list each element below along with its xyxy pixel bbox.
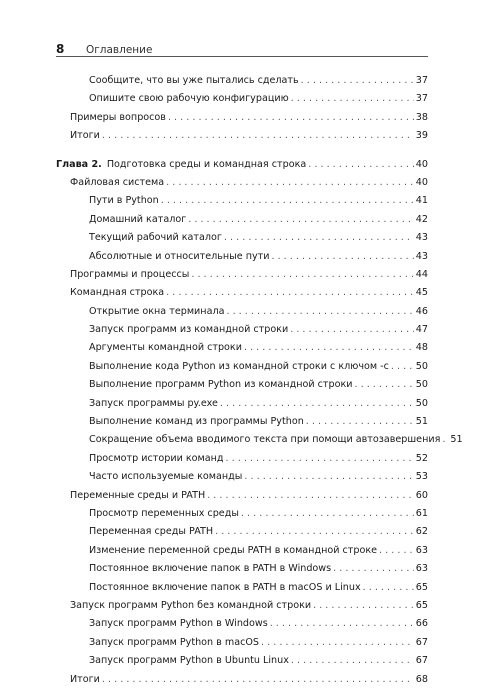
dot-leader bbox=[168, 109, 414, 127]
dot-leader bbox=[442, 431, 448, 449]
toc-section-entry bbox=[56, 487, 428, 505]
toc-subsection-entry bbox=[56, 542, 428, 560]
dot-leader bbox=[188, 211, 414, 229]
toc-page-number: 63 bbox=[415, 544, 428, 556]
toc-subsection-entry bbox=[56, 358, 428, 376]
toc-subsection-entry bbox=[56, 505, 428, 523]
toc-entry-title: Часто используемые команды bbox=[89, 471, 243, 483]
toc-subsection-entry bbox=[56, 579, 428, 597]
toc-page-number: 38 bbox=[415, 111, 428, 123]
toc-page-number: 66 bbox=[415, 618, 428, 630]
toc-entry-title: Запуск программ Python в macOS bbox=[89, 636, 260, 648]
dot-leader bbox=[363, 579, 414, 597]
dot-leader bbox=[379, 542, 414, 560]
toc-chapter-entry bbox=[56, 156, 428, 174]
toc-subsection-entry bbox=[56, 468, 428, 486]
dot-leader bbox=[391, 358, 414, 376]
toc-subsection-entry bbox=[56, 248, 428, 266]
page-header bbox=[56, 38, 428, 56]
toc-entry-title: Запуск программ Python в Windows bbox=[89, 618, 268, 630]
dot-leader bbox=[308, 156, 414, 174]
toc-subsection-entry bbox=[56, 615, 428, 633]
toc-subsection-entry bbox=[56, 523, 428, 541]
toc-entry-title: Опишите свою рабочую конфигурацию bbox=[89, 93, 289, 105]
page-number: 8 bbox=[56, 42, 65, 56]
dot-leader bbox=[355, 376, 414, 394]
toc-subsection-entry bbox=[56, 634, 428, 652]
toc-subsection-entry bbox=[56, 321, 428, 339]
toc-page-number: 50 bbox=[415, 397, 428, 409]
chapter-label: Глава 2. bbox=[56, 158, 102, 170]
toc-entry-title: Запуск программ из командной строки bbox=[89, 324, 289, 336]
toc-page-number: 44 bbox=[415, 268, 428, 280]
toc-subsection-entry bbox=[56, 413, 428, 431]
toc-page-number: 52 bbox=[415, 452, 428, 464]
toc-entry-title: Итоги bbox=[70, 130, 100, 142]
dot-leader bbox=[291, 652, 414, 670]
toc-page-number: 65 bbox=[415, 599, 428, 611]
toc-entry-title: Постоянное включение папок в PATH в Windows bbox=[89, 563, 332, 575]
toc-section-entry bbox=[56, 109, 428, 127]
toc-entry-title: Просмотр истории команд bbox=[89, 452, 224, 464]
dot-leader bbox=[215, 523, 414, 541]
toc-entry-title: Изменение переменной среды PATH в командной строке bbox=[89, 544, 378, 556]
toc-entry-title: Переменные среды и PATH bbox=[70, 489, 206, 501]
dot-leader bbox=[191, 266, 413, 284]
running-title: Оглавление bbox=[86, 44, 153, 56]
toc-page-number: 53 bbox=[415, 471, 428, 483]
toc-entry-title: Сокращение объема вводимого текста при помощи автозавершения bbox=[89, 434, 441, 446]
dot-leader bbox=[333, 560, 414, 578]
toc-entry-title: Просмотр переменных среды bbox=[89, 507, 239, 519]
toc-entry-title: Запуск программ Python в Ubuntu Linux bbox=[89, 655, 289, 667]
toc-page-number: 37 bbox=[415, 75, 428, 86]
toc-page-number: 67 bbox=[415, 636, 428, 648]
toc-entry-title: Подготовка среды и командная строка bbox=[106, 158, 307, 170]
toc-entry-title: Выполнение программ Python из командной строки bbox=[89, 379, 353, 391]
dot-leader bbox=[102, 127, 414, 145]
toc-page-number: 61 bbox=[415, 507, 428, 519]
toc-page-number: 41 bbox=[415, 195, 428, 207]
dot-leader bbox=[244, 339, 414, 357]
toc-page-number: 51 bbox=[415, 416, 428, 428]
dot-leader bbox=[306, 413, 414, 431]
toc-entry-title: Выполнение команд из программы Python bbox=[89, 416, 304, 428]
toc-subsection-entry bbox=[56, 90, 428, 108]
toc-subsection-entry bbox=[56, 229, 428, 247]
table-of-contents bbox=[56, 72, 463, 689]
toc-subsection-entry bbox=[56, 395, 428, 413]
toc-page-number: 65 bbox=[415, 581, 428, 593]
dot-leader bbox=[313, 597, 414, 615]
dot-leader bbox=[290, 321, 414, 339]
toc-subsection-entry bbox=[56, 376, 428, 394]
toc-page-number: 43 bbox=[415, 232, 428, 244]
toc-entry-title: Абсолютные и относительные пути bbox=[89, 250, 270, 262]
toc-page-number: 47 bbox=[415, 324, 428, 336]
toc-entry-title: Командная строка bbox=[70, 287, 165, 299]
dot-leader bbox=[241, 505, 414, 523]
toc-entry-title: Сообщите, что вы уже пытались сделать bbox=[89, 75, 299, 86]
dot-leader bbox=[301, 72, 414, 90]
toc-entry-title: Программы и процессы bbox=[70, 268, 190, 280]
toc-entry-title: Пути в Python bbox=[89, 195, 159, 207]
toc-page-number: 46 bbox=[415, 305, 428, 317]
toc-page-number: 43 bbox=[415, 250, 428, 262]
toc-section-entry bbox=[56, 174, 428, 192]
toc-page-number: 50 bbox=[415, 379, 428, 391]
dot-leader bbox=[161, 192, 414, 210]
toc-section-entry bbox=[56, 671, 428, 689]
dot-leader bbox=[220, 395, 414, 413]
dot-leader bbox=[226, 303, 413, 321]
toc-page-number: 51 bbox=[450, 434, 463, 446]
toc-page-number: 42 bbox=[415, 213, 428, 225]
toc-subsection-entry bbox=[56, 431, 463, 449]
toc-subsection-entry bbox=[56, 560, 428, 578]
toc-subsection-entry bbox=[56, 450, 428, 468]
toc-subsection-entry bbox=[56, 211, 428, 229]
dot-leader bbox=[244, 468, 413, 486]
dot-leader bbox=[271, 248, 413, 266]
toc-entry-title: Открытие окна терминала bbox=[89, 305, 225, 317]
dot-leader bbox=[291, 90, 414, 108]
toc-entry-title: Переменная среды PATH bbox=[89, 526, 214, 538]
toc-page-number: 62 bbox=[415, 526, 428, 538]
dot-leader bbox=[270, 615, 414, 633]
dot-leader bbox=[224, 229, 414, 247]
toc-entry-title: Постоянное включение папок в PATH в macOS и Linux bbox=[89, 581, 361, 593]
toc-page-number: 37 bbox=[415, 93, 428, 105]
toc-entry-title: Аргументы командной строки bbox=[89, 342, 242, 354]
dot-leader bbox=[102, 671, 414, 689]
dot-leader bbox=[261, 634, 414, 652]
toc-entry-title: Текущий рабочий каталог bbox=[89, 232, 222, 244]
dot-leader bbox=[207, 487, 414, 505]
toc-section-entry bbox=[56, 597, 428, 615]
toc-entry-title: Примеры вопросов bbox=[70, 111, 166, 123]
toc-entry-title: Файловая система bbox=[70, 176, 165, 188]
toc-page-number: 40 bbox=[415, 176, 428, 188]
toc-page-number: 68 bbox=[415, 673, 428, 685]
toc-section-entry bbox=[56, 127, 428, 145]
toc-entry-title: Запуск программ Python без командной строки bbox=[70, 599, 312, 611]
toc-page-number: 39 bbox=[415, 130, 428, 142]
toc-entry-title: Итоги bbox=[70, 673, 100, 685]
toc-subsection-entry bbox=[56, 303, 428, 321]
toc-page-number: 48 bbox=[415, 342, 428, 354]
dot-leader bbox=[166, 174, 414, 192]
toc-page-number: 67 bbox=[415, 655, 428, 667]
toc-page-number: 50 bbox=[415, 360, 428, 372]
toc-subsection-entry bbox=[56, 72, 428, 90]
toc-entry-title: Домашний каталог bbox=[89, 213, 187, 225]
toc-entry-title: Выполнение кода Python из командной строки с ключом -c bbox=[89, 360, 389, 372]
toc-section-entry bbox=[56, 284, 428, 302]
toc-subsection-entry bbox=[56, 192, 428, 210]
toc-subsection-entry bbox=[56, 652, 428, 670]
toc-section-entry bbox=[56, 266, 428, 284]
toc-page-number: 40 bbox=[415, 158, 428, 170]
toc-page-number: 63 bbox=[415, 563, 428, 575]
toc-page-number: 45 bbox=[415, 287, 428, 299]
header-rule bbox=[56, 56, 428, 57]
toc-page-number: 60 bbox=[415, 489, 428, 501]
toc-subsection-entry bbox=[56, 339, 428, 357]
dot-leader bbox=[166, 284, 414, 302]
toc-entry-title: Запуск программы py.exe bbox=[89, 397, 218, 409]
dot-leader bbox=[226, 450, 414, 468]
